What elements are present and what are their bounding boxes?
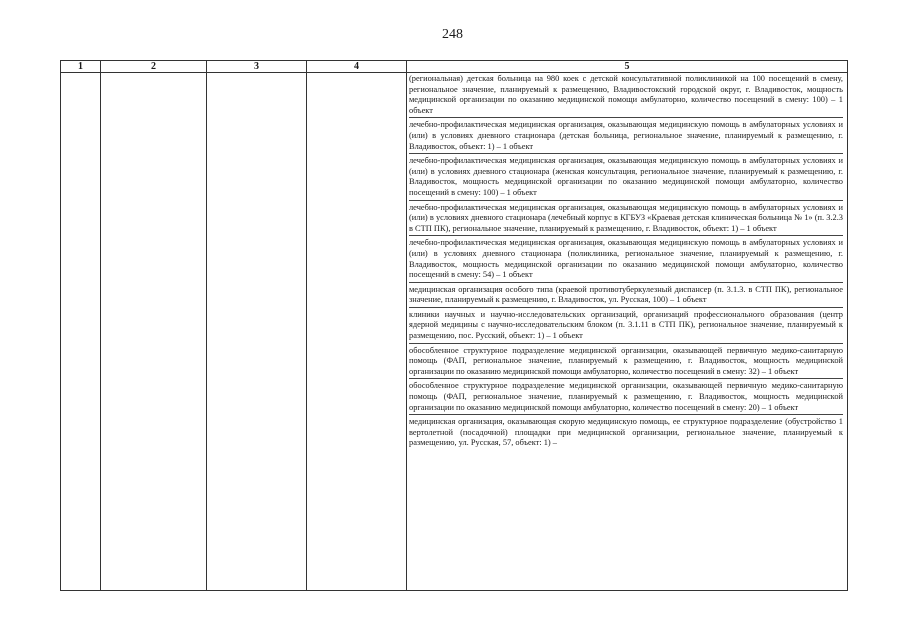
column-header-5: 5: [407, 61, 848, 73]
list-item: клиники научных и научно-исследовательских организаций, организаций профессионального образования (центр ядерной медицины с научно-исследовательским блоком (п. 3.1.11 в СТП ПК), региональное значение, планируемый к размещению, пос. Русский, объект: 1) – 1 объект: [409, 308, 843, 344]
list-item: медицинская организация, оказывающая скорую медицинскую помощь, ее структурное подразделение (обустройство 1 вертолетной (посадочной) площадки при медицинской организации, региональное значение, планируемый к размещению, ул. Русская, 57, объект: 1) –: [409, 417, 843, 448]
list-item: лечебно-профилактическая медицинская организация, оказывающая медицинскую помощь в амбулаторных условиях и (или) в условиях дневного стационара (лечебный корпус в КГБУЗ «Краевая детская клиническая больница № 1» (п. 3.2.3 в СТП ПК), региональное значение, планируемый к размещению, г. Владивосток, объект: 1) – 1 объект: [409, 201, 843, 237]
column-1-cell: [61, 73, 101, 591]
column-3-cell: [207, 73, 307, 591]
column-header-4: 4: [307, 61, 407, 73]
list-item: лечебно-профилактическая медицинская организация, оказывающая медицинскую помощь в амбулаторных условиях и (или) в условиях дневного стационара (поликлиника, региональное значение, планируемый к размещению, г. Владивосток, мощность медицинской организации по оказанию медицинской помощи амбулаторно, количество посещений в смену: 54) – 1 объект: [409, 236, 843, 282]
column-header-2: 2: [101, 61, 207, 73]
list-item: лечебно-профилактическая медицинская организация, оказывающая медицинскую помощь в амбулаторных условиях и (или) в условиях дневного стационара (детская больница, региональное значение, планируемый к размещению, г. Владивосток, объект: 1) – 1 объект: [409, 118, 843, 154]
column-header-3: 3: [207, 61, 307, 73]
table-row: [61, 73, 848, 591]
planning-table: [60, 60, 848, 591]
column-header-1: 1: [61, 61, 101, 73]
column-2-cell: [101, 73, 207, 591]
table-header-row: [61, 61, 848, 73]
list-item: обособленное структурное подразделение медицинской организации, оказывающей первичную медико-санитарную помощь (ФАП, региональное значение, планируемый к размещению, г. Владивосток, мощность медицинской организации по оказанию медицинской помощи амбулаторно, количество посещений в смену: 32) – 1 объект: [409, 344, 843, 380]
list-item: медицинская организация особого типа (краевой противотуберкулезный диспансер (п. 3.1.3. в СТП ПК), региональное значение, планируемый к размещению, г. Владивосток, ул. Русская, 100) – 1 объект: [409, 283, 843, 308]
column-4-cell: [307, 73, 407, 591]
list-item: (региональная) детская больница на 980 коек с детской консультативной поликлиникой на 100 посещений в смену, региональное значение, планируемый к размещению, Владивостокский городской округ, г. Владивосток, мощность медицинской организации по оказанию медицинской помощи амбулаторно, количество посещений в смену: 100) – 1 объект: [409, 74, 843, 118]
list-item: лечебно-профилактическая медицинская организация, оказывающая медицинскую помощь в амбулаторных условиях и (или) в условиях дневного стационара (женская консультация, региональное значение, планируемый к размещению, г. Владивосток, мощность медицинской организации по оказанию медицинской помощи амбулаторно, количество посещений в смену: 100) – 1 объект: [409, 154, 843, 200]
page-number: 248: [442, 27, 463, 42]
list-item: обособленное структурное подразделение медицинской организации, оказывающей первичную медико-санитарную помощь (ФАП, региональное значение, планируемый к размещению, г. Владивосток, мощность медицинской организации по оказанию медицинской помощи амбулаторно, количество посещений в смену: 20) – 1 объект: [409, 379, 843, 415]
entries-list: [407, 73, 847, 450]
column-5-cell: [407, 73, 848, 591]
